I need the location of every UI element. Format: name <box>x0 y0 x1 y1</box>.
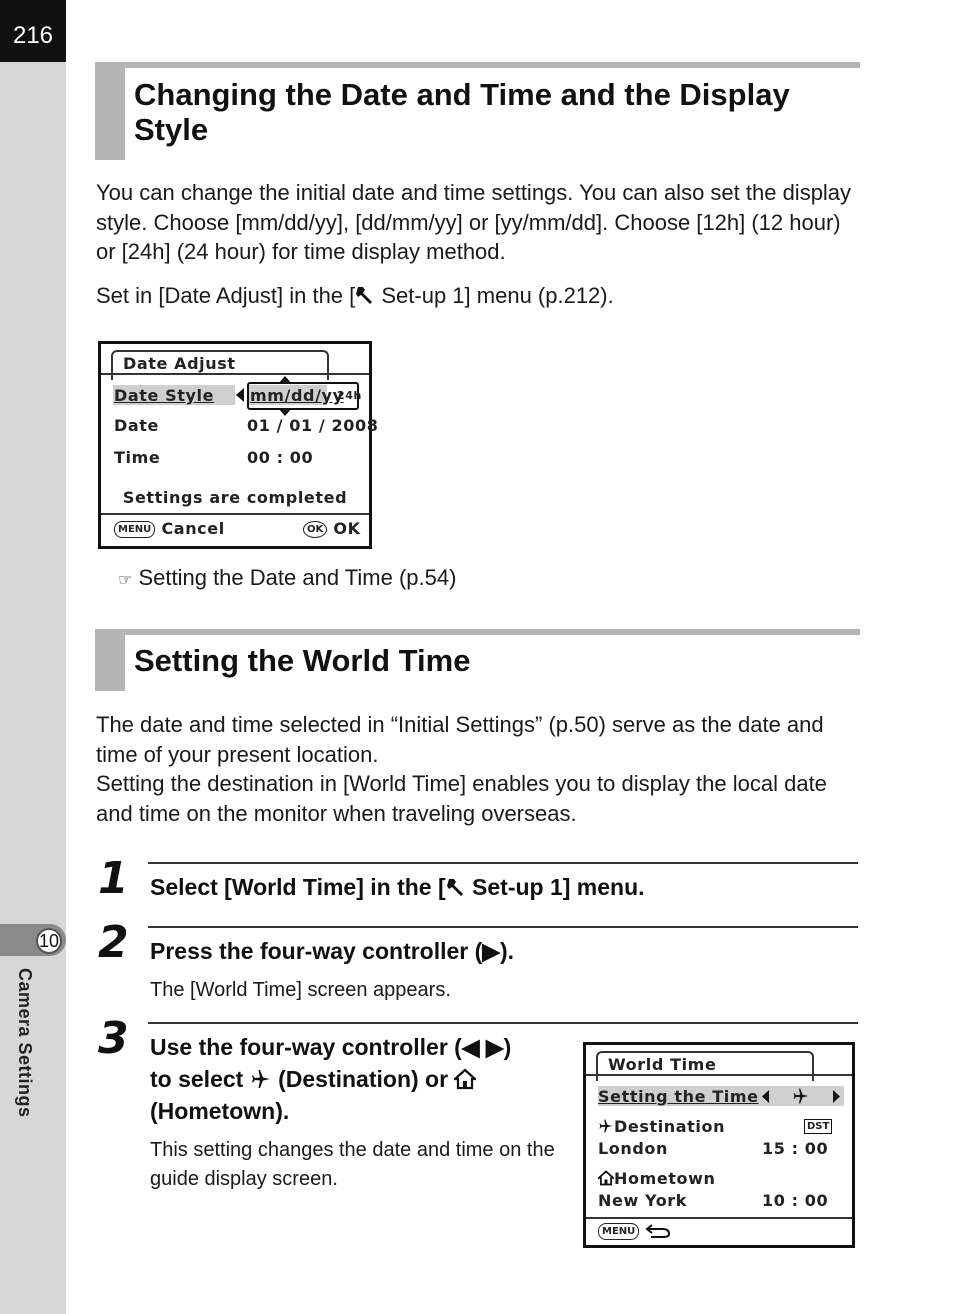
screen-tab-label: Date Adjust <box>123 354 236 373</box>
heading-rule <box>95 629 860 635</box>
hometown-city: New York <box>598 1191 688 1210</box>
back-control[interactable] <box>598 1221 671 1240</box>
footer-divider <box>586 1217 852 1219</box>
arrow-up-icon[interactable] <box>278 375 292 384</box>
time-value[interactable]: 00 : 00 <box>247 448 314 467</box>
house-icon <box>454 1068 476 1090</box>
arrow-right-icon[interactable] <box>832 1090 841 1103</box>
screen-tab-label: World Time <box>608 1055 717 1074</box>
step-divider <box>148 1022 858 1024</box>
reference-pointer-icon: ☞ <box>118 570 133 589</box>
cancel-control[interactable] <box>114 519 225 538</box>
step3-title-line1: Use the four-way controller (◀ ▶) <box>150 1034 512 1060</box>
step1-title-before: Select [World Time] in the [ <box>150 874 446 900</box>
ok-label: OK <box>333 519 361 538</box>
section-title: Changing the Date and Time and the Display Style <box>134 77 790 147</box>
destination-time: 15 : 00 <box>762 1139 829 1158</box>
step-description: This setting changes the date and time on the guide display screen. <box>150 1139 555 1190</box>
airplane-icon <box>598 1118 614 1134</box>
menu-key-icon: MENU <box>114 521 155 538</box>
reference-line <box>118 565 456 591</box>
step-number: 2 <box>98 917 129 968</box>
step3-title-line2 <box>150 1063 560 1095</box>
hometown-row[interactable] <box>598 1169 716 1188</box>
step3-title-part-b: (Destination) or <box>271 1066 455 1092</box>
cancel-label: Cancel <box>161 519 225 538</box>
step3-title-line3: (Hometown). <box>150 1098 290 1124</box>
setin-line <box>96 281 866 311</box>
setin-before: Set in [Date Adjust] in the [ <box>96 283 356 308</box>
step-divider <box>148 862 858 864</box>
reference-text: Setting the Date and Time (p.54) <box>138 565 457 590</box>
airplane-icon <box>792 1087 810 1105</box>
menu-key-icon: MENU <box>598 1223 639 1240</box>
wrench-icon <box>446 877 466 897</box>
date-style-value[interactable]: mm/dd/yy <box>250 386 344 405</box>
step-number: 1 <box>98 853 129 904</box>
chapter-label: Camera Settings <box>15 968 35 1118</box>
step-divider <box>148 926 858 928</box>
ok-control[interactable] <box>303 519 361 538</box>
step-title: Press the four-way controller (▶). <box>150 938 515 964</box>
setting-the-time-label[interactable]: Setting the Time <box>598 1087 759 1106</box>
arrow-left-icon[interactable] <box>235 388 245 402</box>
heading-bar <box>95 62 125 160</box>
step-title <box>150 1031 560 1127</box>
section2-paragraph: The date and time selected in “Initial Settings” (p.50) serve as the date and time of your present location. Setting the destination in [World Time] enables you to display the local date and time on the monitor when traveling overseas. <box>96 712 827 826</box>
hometown-time: 10 : 00 <box>762 1191 829 1210</box>
section-title: Setting the World Time <box>134 643 471 678</box>
arrow-left-icon[interactable] <box>761 1090 770 1103</box>
step3-title-part-a: to select <box>150 1066 250 1092</box>
destination-label: Destination <box>614 1117 726 1136</box>
tab-divider <box>586 1074 852 1076</box>
date-value[interactable]: 01 / 01 / 2008 <box>247 416 379 435</box>
step-description: The [World Time] screen appears. <box>150 979 451 1001</box>
hometown-label: Hometown <box>614 1169 716 1188</box>
date-adjust-screen <box>98 341 379 549</box>
world-time-screen <box>583 1042 855 1248</box>
time-format[interactable]: 24h <box>337 389 362 402</box>
screen-tab <box>596 1051 814 1081</box>
section-heading-world-time <box>95 629 860 691</box>
wrench-icon <box>355 285 375 305</box>
footer-divider <box>101 513 369 515</box>
step-number: 3 <box>98 1013 129 1064</box>
screen-tab <box>111 350 329 380</box>
section-heading-date-time <box>95 62 860 160</box>
page-number: 216 <box>12 22 54 49</box>
return-arrow-icon <box>645 1223 671 1239</box>
step-title <box>150 871 645 903</box>
date-label: Date <box>114 416 159 435</box>
ok-key-icon: OK <box>303 521 327 538</box>
airplane-icon <box>250 1068 272 1090</box>
settings-message: Settings are completed <box>122 488 348 507</box>
heading-rule <box>95 62 860 68</box>
tab-divider <box>101 373 369 375</box>
house-icon <box>598 1170 614 1186</box>
destination-row[interactable] <box>598 1117 725 1136</box>
heading-bar <box>95 629 125 691</box>
chapter-number: 10 <box>36 928 62 954</box>
date-style-label[interactable]: Date Style <box>114 386 215 405</box>
setin-after: Set-up 1] menu (p.212). <box>375 283 614 308</box>
section1-paragraph: You can change the initial date and time settings. You can also set the display style. Choose [mm/dd/yy], [dd/mm/yy] or [yy/mm/dd]. Choose [12h] (12 hour) or [24h] (24 hour) for time display method. <box>96 180 852 264</box>
time-label: Time <box>114 448 161 467</box>
destination-city: London <box>598 1139 669 1158</box>
step1-title-after: Set-up 1] menu. <box>465 874 645 900</box>
dst-badge: DST <box>804 1119 832 1134</box>
